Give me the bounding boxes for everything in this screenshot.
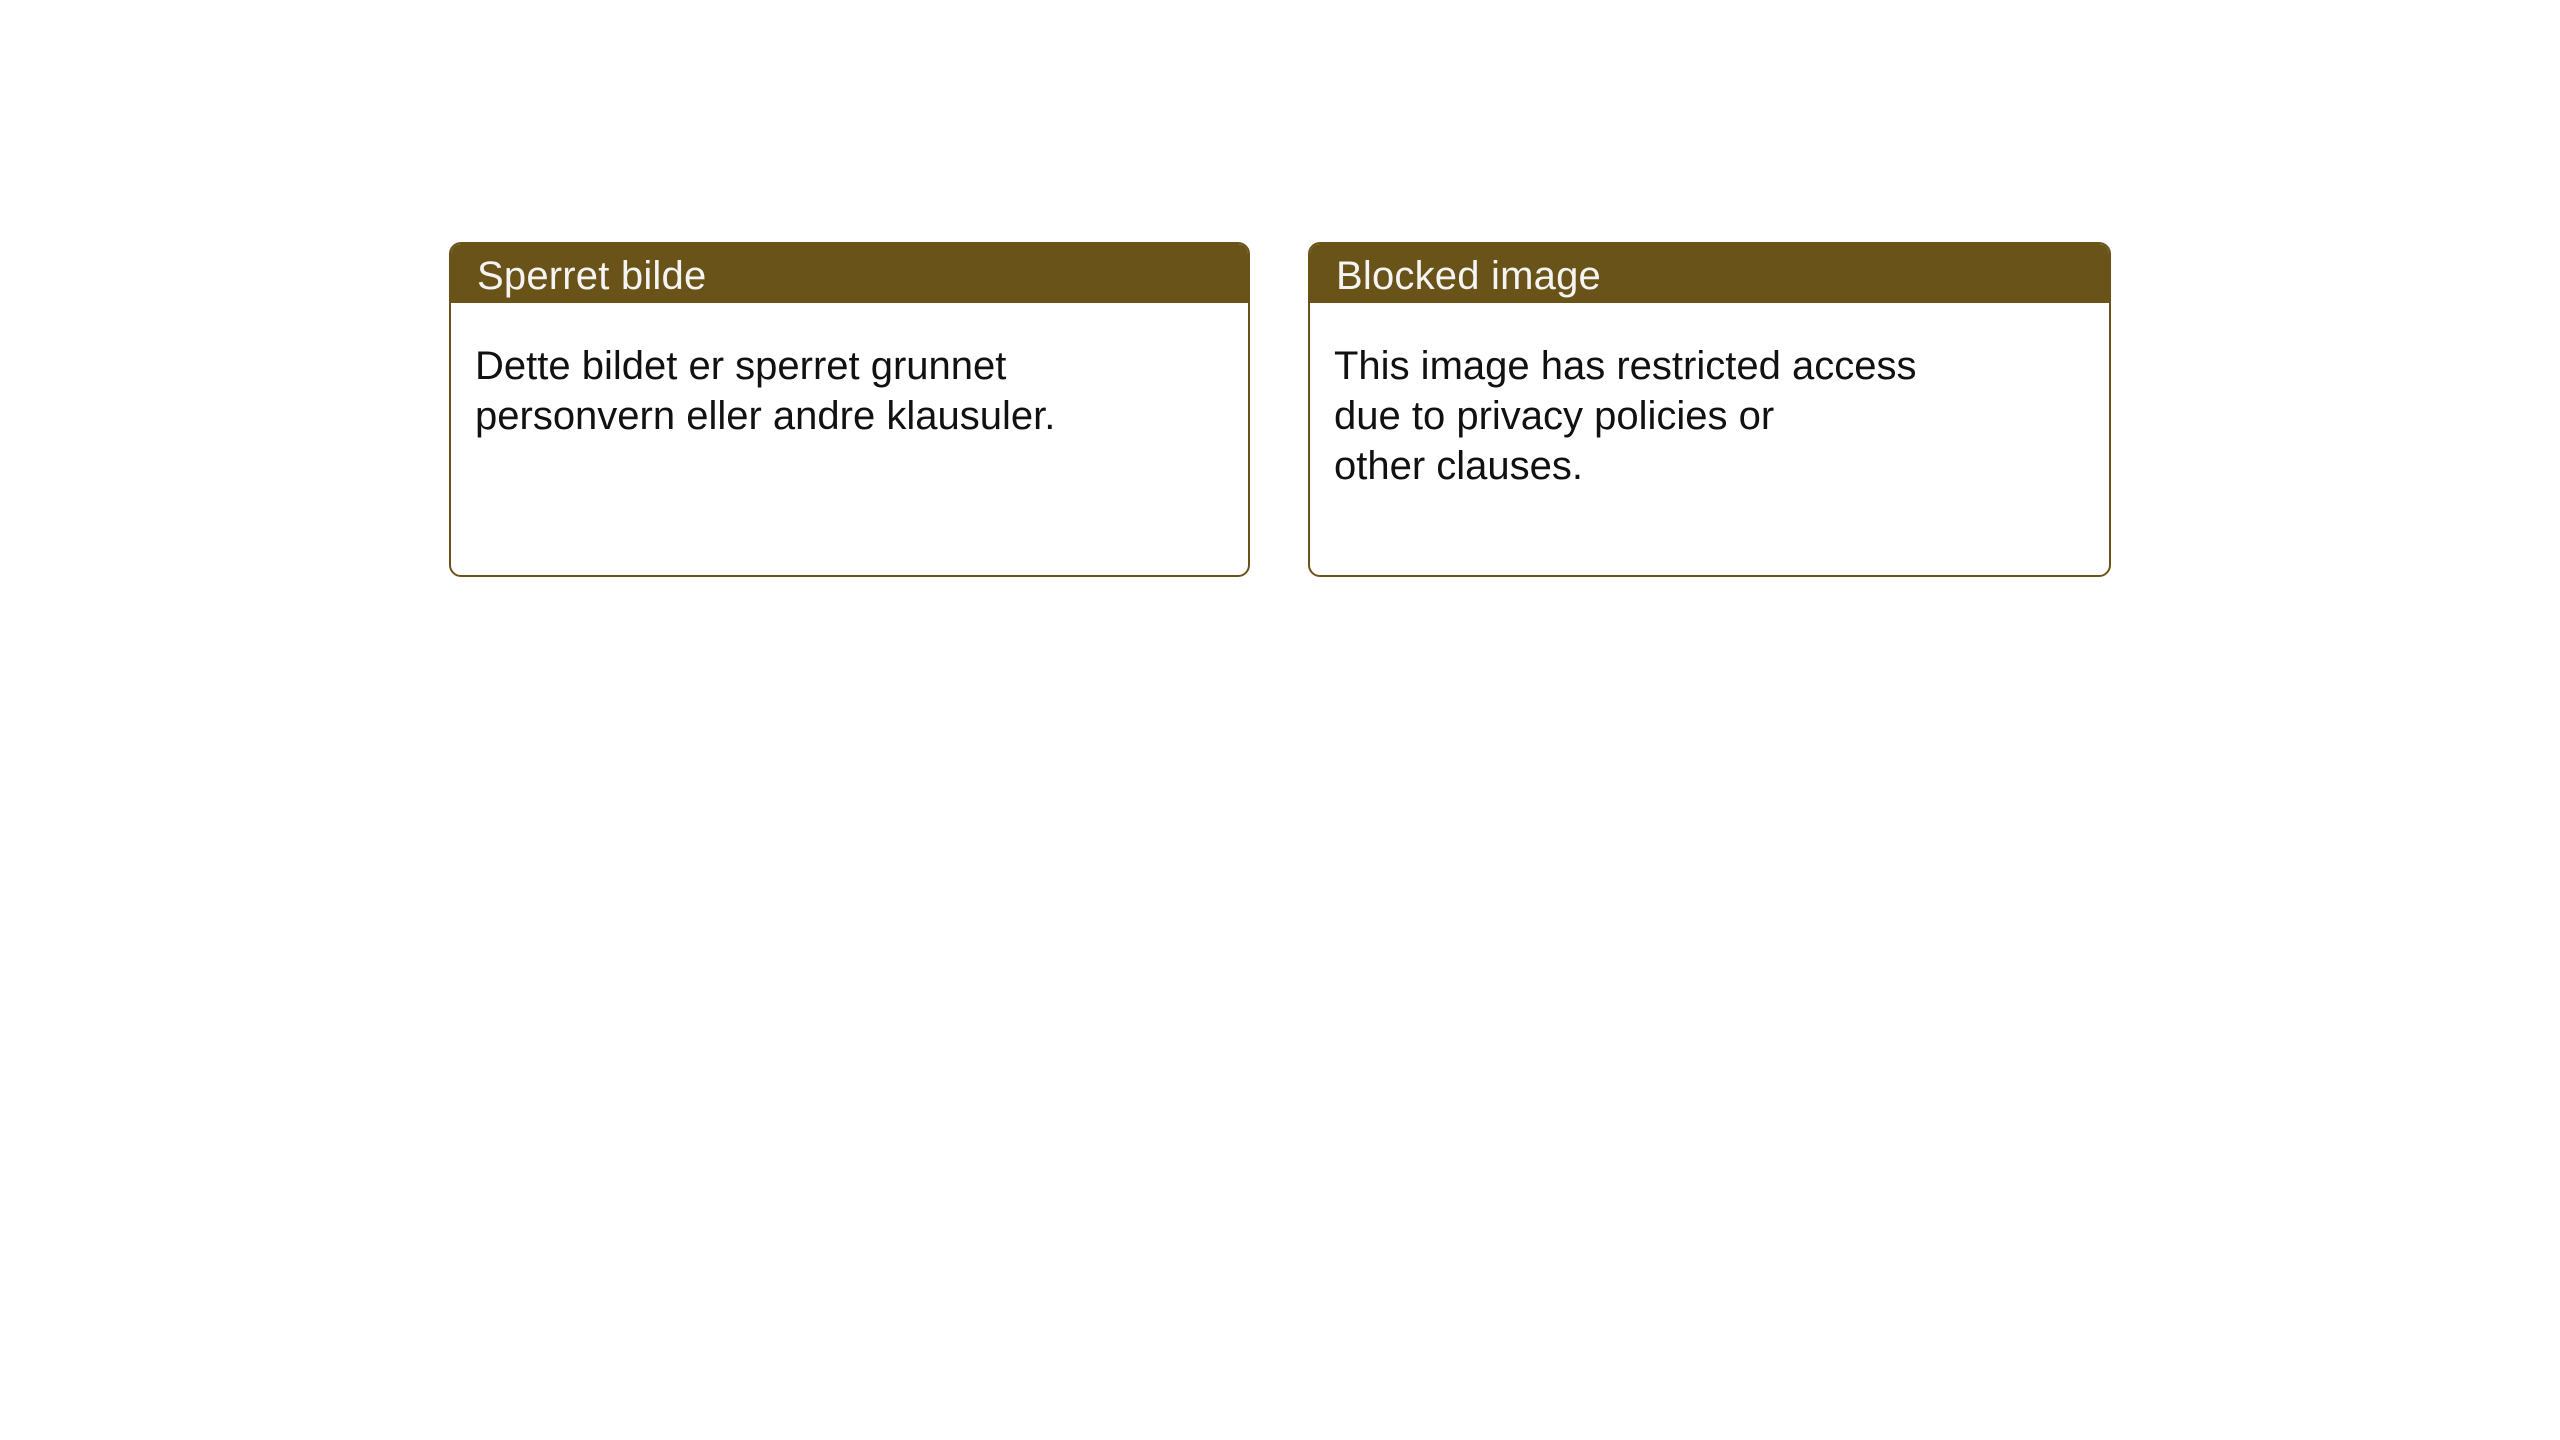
body-text-line: due to privacy policies or	[1334, 394, 1775, 438]
card-body	[1310, 303, 2109, 491]
card-header	[1310, 244, 2109, 303]
body-text-line: personvern eller andre klausuler.	[475, 394, 1056, 438]
card-header	[451, 244, 1248, 303]
body-text-line: other clauses.	[1334, 444, 1584, 488]
body-text-line: Dette bildet er sperret grunnet	[475, 344, 1007, 388]
card-title: Sperret bilde	[477, 253, 707, 298]
card-title: Blocked image	[1336, 253, 1601, 298]
card-blocked-image	[1308, 242, 2111, 577]
body-text-line: This image has restricted access	[1334, 344, 1917, 388]
card-sperret-bilde	[449, 242, 1250, 577]
card-body	[451, 303, 1248, 441]
